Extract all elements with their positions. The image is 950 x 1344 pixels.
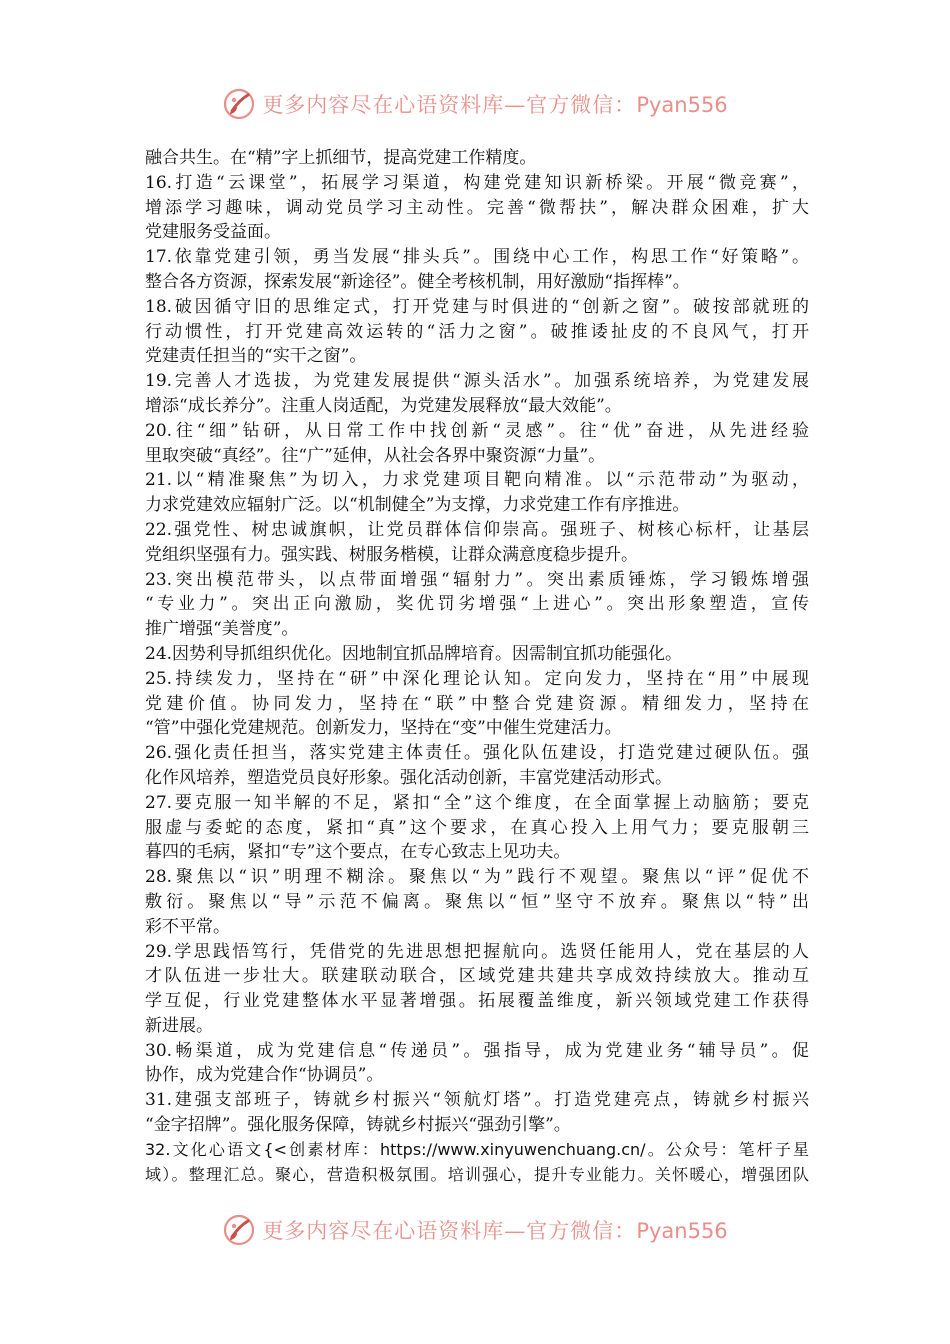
- text-line: 27.要克服一知半解的不足，紧扣“全”这个维度，在全面掌握上动脑筋；要克: [145, 792, 809, 813]
- text-line: 增添“成长养分”。注重人岗适配，为党建发展释放“最大效能”。: [145, 395, 622, 416]
- text-line: 16.打造“云课堂”，拓展学习渠道，构建党建知识新桥梁。开展“微竞赛”，: [145, 172, 809, 193]
- text-line: 才队伍进一步壮大。联建联动联合，区域党建共建共享成效持续放大。推动互: [145, 966, 809, 987]
- text-line: 党建服务受益面。: [145, 222, 281, 243]
- text-line: 28.聚焦以“识”明理不糊涂。聚焦以“为”践行不观望。聚焦以“评”促优不: [145, 867, 809, 888]
- text-line: 30.畅渠道，成为党建信息“传递员”。强指导，成为党建业务“辅导员”。促: [145, 1040, 809, 1061]
- text-line: 党组织坚强有力。强实践、树服务楷模，让群众满意度稳步提升。: [145, 544, 638, 565]
- text-line: 融合共生。在“精”字上抓细节，提高党建工作精度。: [145, 148, 537, 168]
- text-line: 里取突破“真经”。往“广”延伸，从社会各界中聚资源“力量”。: [145, 445, 606, 466]
- document-body: [145, 146, 809, 1187]
- text-line: 20.往“细”钻研，从日常工作中找创新“灵感”。往“优”奋进，从先进经验: [145, 420, 809, 441]
- text-line: 31.建强支部班子，铸就乡村振兴“领航灯塔”。打造党建亮点，铸就乡村振兴: [145, 1090, 809, 1111]
- text-line: 增添学习趣味，调动党员学习主动性。完善“微帮扶”，解决群众困难，扩大: [145, 197, 809, 218]
- watermark-text: 更多内容尽在心语资料库—官方微信：: [262, 1219, 637, 1243]
- text-line: 域）。整理汇总。聚心，营造积极氛围。培训强心，提升专业能力。关怀暖心，增强团队: [145, 1164, 809, 1184]
- text-line: 18.破因循守旧的思维定式，打开党建与时俱进的“创新之窗”。破按部就班的: [145, 296, 809, 317]
- text-line: 22.强党性、树忠诚旗帜，让党员群体信仰崇高。强班子、树核心标杆，让基层: [145, 519, 809, 540]
- text-line: 力求党建效应辐射广泛。以“机制健全”为支撑，力求党建工作有序推进。: [145, 495, 690, 516]
- text-line: 暮四的毛病，紧扣“专”这个要点，在专心致志上见功夫。: [145, 842, 571, 863]
- brush-logo-icon: [222, 1213, 256, 1247]
- text-line: 行动惯性，打开党建高效运转的“活力之窗”。破推诿扯皮的不良风气，打开: [145, 321, 809, 342]
- text-line: 整合各方资源，探索发展“新途径”。健全考核机制，用好激励“指挥棒”。: [145, 271, 690, 292]
- text-line: 敷衍。聚焦以“导”示范不偏离。聚焦以“恒”坚守不放弃。聚焦以“特”出: [145, 891, 809, 912]
- brush-logo-icon: [222, 87, 256, 121]
- text-line: “管”中强化党建规范。创新发力，坚持在“变”中催生党建活力。: [145, 718, 622, 739]
- text-line: 25.持续发力，坚持在“研”中深化理论认知。定向发力，坚持在“用”中展现: [145, 668, 809, 689]
- text-line: 17.依靠党建引领，勇当发展“排头兵”。围绕中心工作，构思工作“好策略”。: [145, 247, 809, 268]
- text-line: 彩不平常。: [145, 916, 230, 937]
- text-line: 化作风培养，塑造党员良好形象。强化活动创新，丰富党建活动形式。: [145, 767, 672, 788]
- watermark-header: [0, 84, 950, 124]
- text-line: 服虚与委蛇的态度，紧扣“真”这个要求，在真心投入上用气力；要克服朝三: [145, 817, 809, 838]
- watermark-text: 更多内容尽在心语资料库—官方微信：: [262, 93, 637, 117]
- text-line: 29.学思践悟笃行，凭借党的先进思想把握航向。选贤任能用人，党在基层的人: [145, 941, 809, 962]
- text-line: 24.因势利导抓组织优化。因地制宜抓品牌培育。因需制宜抓功能强化。: [145, 643, 683, 664]
- watermark-footer: [0, 1210, 950, 1250]
- text-line: 26.强化责任担当，落实党建主体责任。强化队伍建设，打造党建过硬队伍。强: [145, 743, 809, 764]
- text-line: 新进展。: [145, 1015, 213, 1036]
- watermark-id: Pyan556: [636, 93, 728, 117]
- text-line: 19.完善人才选拔，为党建发展提供“源头活水”。加强系统培养，为党建发展: [145, 371, 809, 392]
- text-line: 党建责任担当的“实干之窗”。: [145, 346, 367, 367]
- text-line: 21.以“精准聚焦”为切入，力求党建项目靶向精准。以“示范带动”为驱动，: [145, 470, 809, 491]
- text-line: 协作，成为党建合作“协调员”。: [145, 1065, 384, 1086]
- text-line: 23.突出模范带头，以点带面增强“辐射力”。突出素质锤炼，学习锻炼增强: [145, 569, 809, 590]
- text-line: 党建价值。协同发力，坚持在“联”中整合党建资源。精细发力，坚持在: [145, 693, 809, 714]
- text-line: “金字招牌”。强化服务保障，铸就乡村振兴“强劲引擎”。: [145, 1115, 571, 1136]
- text-line: 学互促，行业党建整体水平显著增强。拓展覆盖维度，新兴领域党建工作获得: [145, 991, 809, 1012]
- text-line: “专业力”。突出正向激励，奖优罚劣增强“上进心”。突出形象塑造，宣传: [145, 594, 809, 615]
- text-line: 32.文化心语文{<创素材库：https://www.xinyuwenchuang.cn/。公众号：笔杆子星: [145, 1139, 809, 1159]
- text-line: 推广增强“美誉度”。: [145, 619, 299, 640]
- watermark-id: Pyan556: [636, 1219, 728, 1243]
